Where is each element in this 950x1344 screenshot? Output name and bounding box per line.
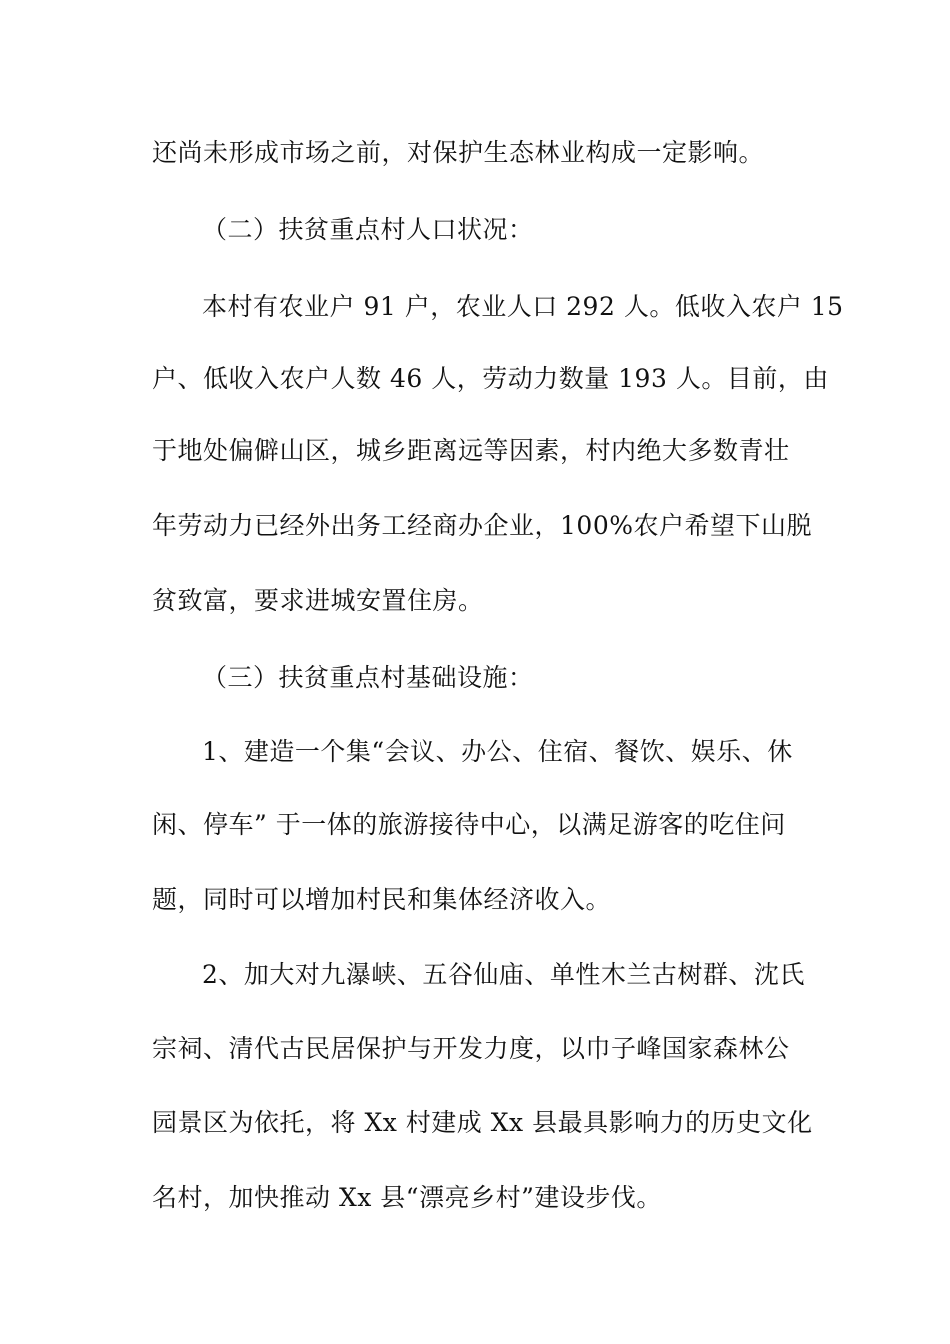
paragraph-line: 贫致富，要求进城安置住房。 — [152, 586, 484, 615]
section-heading-infrastructure: （三）扶贫重点村基础设施： — [202, 663, 534, 692]
paragraph-line: 还尚未形成市场之前，对保护生态林业构成一定影响。 — [152, 138, 765, 167]
paragraph-line: 园景区为依托，将 Xx 村建成 Xx 县最具影响力的历史文化 — [152, 1108, 813, 1137]
paragraph-line: 于地处偏僻山区，城乡距离远等因素，村内绝大多数青壮 — [152, 436, 790, 465]
paragraph-line: 2、加大对九瀑峡、五谷仙庙、单性木兰古树群、沈氏 — [202, 960, 805, 989]
paragraph-line: 题，同时可以增加村民和集体经济收入。 — [152, 885, 612, 914]
paragraph-line: 宗祠、清代古民居保护与开发力度，以巾子峰国家森林公 — [152, 1034, 790, 1063]
section-heading-population: （二）扶贫重点村人口状况： — [202, 215, 534, 244]
paragraph-line: 户、低收入农户人数 46 人，劳动力数量 193 人。目前，由 — [152, 364, 829, 393]
paragraph-line: 闲、停车” 于一体的旅游接待中心，以满足游客的吃住问 — [152, 810, 786, 839]
paragraph-line: 本村有农业户 91 户，农业人口 292 人。低收入农户 15 — [202, 292, 844, 321]
paragraph-line: 年劳动力已经外出务工经商办企业，100%农户希望下山脱 — [152, 511, 812, 540]
paragraph-line: 名村，加快推动 Xx 县“漂亮乡村”建设步伐。 — [152, 1183, 662, 1212]
paragraph-line: 1、建造一个集“会议、办公、住宿、餐饮、娱乐、休 — [202, 737, 793, 766]
